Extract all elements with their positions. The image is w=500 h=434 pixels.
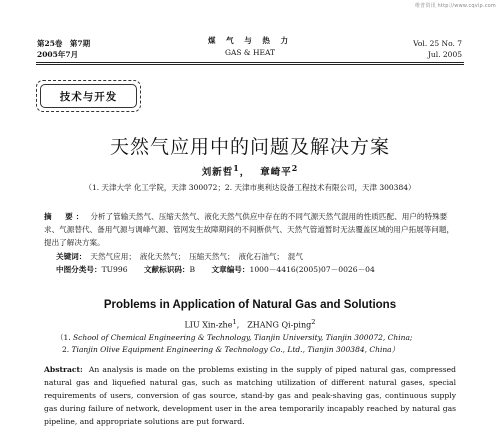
author-1-en-sup: 1 <box>232 318 237 326</box>
journal-name-cn: 煤 气 与 热 力 <box>208 36 292 45</box>
doc-code-label: 文献标识码： <box>143 265 190 274</box>
article-number-label: 文章编号： <box>211 265 250 274</box>
header-center <box>190 35 310 59</box>
abstract-en-text: An analysis is made on the problems existing in the supply of piped natural gas, compressed natural gas and liquefied natural gas, such as matching utilization of different natural gases, special requirements of users, conversion of gas source, stand-by gas and peak-shaving gas, continuous supply gas during failure of network, development user in the area temporarily incapably reached by natural gas pipeline, and appropriate solutions are put forward. <box>44 365 456 426</box>
section-label: 技术与开发 <box>59 91 118 103</box>
volume-en: Vol. 25 No. 7 <box>413 39 462 48</box>
author-2-en-sup: 2 <box>311 318 316 326</box>
abstract-cn-text: 分析了管输天然气、压缩天然气、液化天然气供应中存在的不同气源天然气混用的性质匹配、用户的特殊要求、气源替代、备用气源与调峰气源、管网发生故障期间的不间断供气、天然气管道暂时无法覆盖区域的用户拓展等问题，提出了解决方案。 <box>44 212 455 247</box>
affiliation-en <box>56 332 460 356</box>
author-1-cn: 刘新哲 <box>201 167 234 179</box>
affiliation-en-1-number: （1. <box>56 333 71 342</box>
watermark-text: 维普资讯 http://www.cqvip.com <box>414 3 496 9</box>
date-cn: 2005年7月 <box>37 50 79 59</box>
article-number-value: 1000－4416(2005)07－0026－04 <box>249 265 375 274</box>
affiliation-en-1-text: School of Chemical Engineering & Technology, Tianjin University, Tianjin 300072, China; <box>70 333 413 342</box>
author-1-en: LIU Xin-zhe <box>184 320 233 330</box>
doc-code-value: B <box>189 265 196 274</box>
author-2-cn: 章崎平 <box>260 167 292 179</box>
header-right <box>413 38 462 60</box>
date-en: Jul. 2005 <box>427 50 462 59</box>
abstract-en-label: Abstract: <box>44 365 83 374</box>
header-rule-top <box>36 62 464 63</box>
section-label-box <box>36 80 141 112</box>
author-separator: , <box>236 320 248 330</box>
affiliation-en-2-text: Tianjin Olive Equipment Engineering & Technology Co., Ltd., Tianjin 300384, China） <box>69 345 400 354</box>
author-1-sup: 1 <box>233 164 240 173</box>
authors-en <box>0 318 500 331</box>
author-2-sup: 2 <box>291 164 299 173</box>
title-en: Problems in Application of Natural Gas and Solutions <box>103 299 397 311</box>
keywords-cn-text: 天然气应用； 液化天然气； 压缩天然气； 液化石油气； 混气 <box>90 252 303 261</box>
affiliation-en-line-2 <box>56 344 460 356</box>
author-2-en: ZHANG Qi-ping <box>247 320 312 330</box>
classification-line <box>56 264 456 275</box>
abstract-cn <box>44 210 456 249</box>
header-rule-bottom <box>36 64 464 65</box>
authors-cn: 刘新哲$^1$， 章崎平$^2$ <box>201 164 299 179</box>
title-cn: 天然气应用中的问题及解决方案 <box>109 136 390 158</box>
keywords-cn <box>56 251 456 262</box>
abstract-en <box>44 363 456 428</box>
journal-name-en: GAS & HEAT <box>224 48 275 57</box>
affiliation-cn: （1. 天津大学 化工学院，天津 300072；2. 天津市奥利达设备工程技术有限公司，天津 300384） <box>84 183 416 192</box>
affiliation-en-2-number: 2. <box>62 345 70 354</box>
volume-cn: 第25卷 第7期 <box>37 39 91 48</box>
clc-value: TU996 <box>101 265 128 274</box>
header-left <box>37 38 90 60</box>
clc-label: 中图分类号： <box>56 265 102 274</box>
abstract-cn-label: 摘 要： <box>44 212 87 221</box>
keywords-cn-label: 关键词： <box>56 252 87 261</box>
affiliation-en-line-1 <box>56 332 460 344</box>
